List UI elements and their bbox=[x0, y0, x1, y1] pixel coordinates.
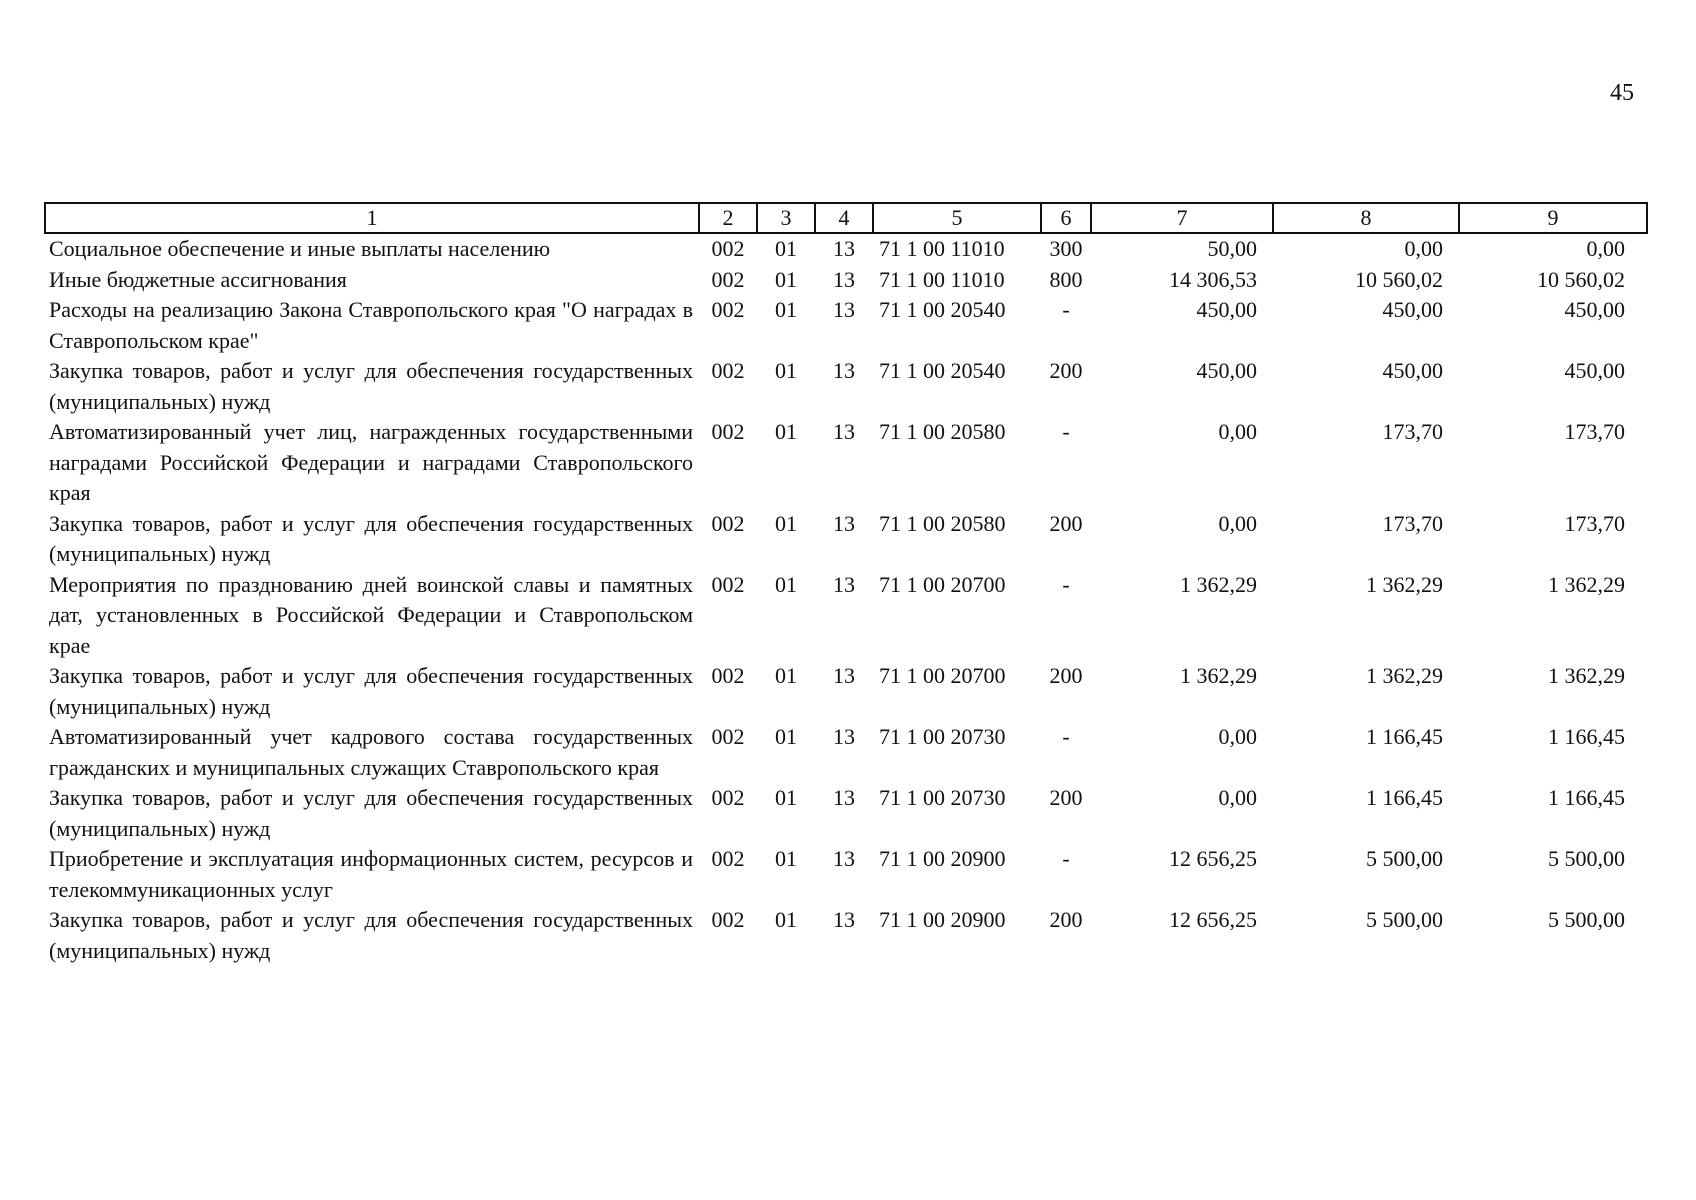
target-article-code: 71 1 00 20900 bbox=[879, 907, 1006, 932]
subsection-code: 13 bbox=[833, 571, 855, 597]
subsection-code: 13 bbox=[833, 907, 855, 932]
subsection-code: 13 bbox=[833, 358, 855, 383]
subsection-code: 13 bbox=[833, 785, 855, 810]
table-row bbox=[45, 295, 1647, 356]
amount-year-2: 450,00 bbox=[1382, 358, 1443, 383]
expense-type-code: 800 bbox=[1049, 266, 1083, 292]
expense-name: Закупка товаров, работ и услуг для обеспечения государственных (муниципальных) нужд bbox=[49, 663, 693, 719]
page-number: 45 bbox=[1610, 80, 1634, 106]
subsection-code: 13 bbox=[833, 297, 855, 322]
amount-year-3: 1 166,45 bbox=[1548, 785, 1625, 810]
expense-name: Закупка товаров, работ и услуг для обеспечения государственных (муниципальных) нужд bbox=[49, 358, 693, 414]
amount-year-2: 173,70 bbox=[1382, 510, 1443, 536]
subsection-code: 13 bbox=[833, 846, 855, 871]
section-code: 01 bbox=[775, 297, 797, 322]
amount-year-1: 1 362,29 bbox=[1180, 571, 1257, 597]
amount-year-2: 450,00 bbox=[1382, 297, 1443, 322]
subsection-code: 13 bbox=[833, 266, 855, 292]
expense-type-code: 300 bbox=[1049, 236, 1083, 261]
section-code: 01 bbox=[775, 510, 797, 536]
subsection-code: 13 bbox=[833, 663, 855, 688]
amount-year-1: 0,00 bbox=[1218, 419, 1257, 444]
amount-year-1: 1 362,29 bbox=[1180, 663, 1257, 688]
amount-year-1: 12 656,25 bbox=[1169, 846, 1257, 871]
amount-year-2: 1 166,45 bbox=[1366, 785, 1443, 810]
section-code: 01 bbox=[775, 846, 797, 871]
target-article-code: 71 1 00 20730 bbox=[879, 724, 1006, 749]
subsection-code: 13 bbox=[833, 236, 855, 261]
column-header-6: 6 bbox=[1041, 203, 1091, 233]
amount-year-3: 0,00 bbox=[1586, 236, 1625, 261]
amount-year-1: 50,00 bbox=[1207, 236, 1257, 261]
expense-type-code: - bbox=[1062, 846, 1070, 871]
table-header bbox=[45, 203, 1647, 233]
ministry-code: 002 bbox=[711, 571, 745, 597]
section-code: 01 bbox=[775, 724, 797, 749]
section-code: 01 bbox=[775, 907, 797, 932]
target-article-code: 71 1 00 20700 bbox=[879, 571, 1006, 597]
amount-year-2: 1 362,29 bbox=[1366, 663, 1443, 688]
expense-name: Иные бюджетные ассигнования bbox=[49, 266, 347, 292]
amount-year-1: 14 306,53 bbox=[1169, 266, 1257, 292]
section-code: 01 bbox=[775, 358, 797, 383]
section-code: 01 bbox=[775, 266, 797, 292]
expense-name: Закупка товаров, работ и услуг для обеспечения государственных (муниципальных) нужд bbox=[49, 907, 693, 963]
ministry-code: 002 bbox=[711, 846, 745, 871]
target-article-code: 71 1 00 20730 bbox=[879, 785, 1006, 810]
amount-year-2: 10 560,02 bbox=[1355, 266, 1443, 292]
expense-name: Социальное обеспечение и иные выплаты населению bbox=[49, 236, 551, 261]
amount-year-2: 1 362,29 bbox=[1366, 571, 1443, 597]
section-code: 01 bbox=[775, 663, 797, 688]
budget-table bbox=[44, 202, 1648, 966]
table-row bbox=[45, 570, 1647, 662]
column-header-1: 1 bbox=[45, 203, 699, 233]
column-header-2: 2 bbox=[699, 203, 757, 233]
ministry-code: 002 bbox=[711, 236, 745, 261]
ministry-code: 002 bbox=[711, 419, 745, 444]
expense-type-code: 200 bbox=[1049, 510, 1083, 536]
amount-year-1: 0,00 bbox=[1218, 785, 1257, 810]
table-row bbox=[45, 722, 1647, 783]
amount-year-3: 1 166,45 bbox=[1548, 724, 1625, 749]
amount-year-3: 1 362,29 bbox=[1548, 663, 1625, 688]
expense-type-code: 200 bbox=[1049, 907, 1083, 932]
target-article-code: 71 1 00 20700 bbox=[879, 663, 1006, 688]
target-article-code: 71 1 00 20540 bbox=[879, 358, 1006, 383]
section-code: 01 bbox=[775, 236, 797, 261]
amount-year-2: 0,00 bbox=[1404, 236, 1443, 261]
amount-year-1: 0,00 bbox=[1218, 724, 1257, 749]
table-row bbox=[45, 509, 1647, 570]
target-article-code: 71 1 00 11010 bbox=[879, 236, 1005, 261]
section-code: 01 bbox=[775, 785, 797, 810]
expense-name: Мероприятия по празднованию дней воинской славы и памятных дат, установленных в Российской Федерации и Ставропольском крае bbox=[49, 571, 693, 658]
amount-year-2: 1 166,45 bbox=[1366, 724, 1443, 749]
amount-year-3: 450,00 bbox=[1564, 297, 1625, 322]
amount-year-1: 12 656,25 bbox=[1169, 907, 1257, 932]
target-article-code: 71 1 00 11010 bbox=[879, 266, 1005, 292]
table-row bbox=[45, 661, 1647, 722]
amount-year-3: 173,70 bbox=[1564, 419, 1625, 444]
ministry-code: 002 bbox=[711, 724, 745, 749]
expense-type-code: 200 bbox=[1049, 358, 1083, 383]
expense-type-code: - bbox=[1062, 724, 1070, 749]
amount-year-3: 5 500,00 bbox=[1548, 907, 1625, 932]
table-body bbox=[45, 233, 1647, 966]
section-code: 01 bbox=[775, 419, 797, 444]
expense-name: Автоматизированный учет кадрового состава государственных гражданских и муниципальных служащих Ставропольского края bbox=[49, 724, 693, 780]
column-header-8: 8 bbox=[1273, 203, 1459, 233]
ministry-code: 002 bbox=[711, 358, 745, 383]
amount-year-3: 10 560,02 bbox=[1537, 266, 1625, 292]
target-article-code: 71 1 00 20580 bbox=[879, 419, 1006, 444]
subsection-code: 13 bbox=[833, 419, 855, 444]
amount-year-2: 5 500,00 bbox=[1366, 907, 1443, 932]
column-header-4: 4 bbox=[815, 203, 873, 233]
amount-year-1: 450,00 bbox=[1196, 297, 1257, 322]
expense-type-code: 200 bbox=[1049, 785, 1083, 810]
ministry-code: 002 bbox=[711, 297, 745, 322]
ministry-code: 002 bbox=[711, 510, 745, 536]
ministry-code: 002 bbox=[711, 663, 745, 688]
column-header-7: 7 bbox=[1091, 203, 1273, 233]
amount-year-3: 173,70 bbox=[1564, 510, 1625, 536]
expense-type-code: 200 bbox=[1049, 663, 1083, 688]
expense-type-code: - bbox=[1062, 419, 1070, 444]
table-row bbox=[45, 783, 1647, 844]
target-article-code: 71 1 00 20580 bbox=[879, 510, 1006, 536]
amount-year-3: 5 500,00 bbox=[1548, 846, 1625, 871]
expense-type-code: - bbox=[1062, 571, 1070, 597]
column-header-3: 3 bbox=[757, 203, 815, 233]
ministry-code: 002 bbox=[711, 266, 745, 292]
expense-name: Закупка товаров, работ и услуг для обеспечения государственных (муниципальных) нужд bbox=[49, 785, 693, 841]
amount-year-1: 0,00 bbox=[1218, 510, 1257, 536]
table-row bbox=[45, 844, 1647, 905]
header-row bbox=[45, 203, 1647, 233]
expense-type-code: - bbox=[1062, 297, 1070, 322]
amount-year-3: 1 362,29 bbox=[1548, 571, 1625, 597]
subsection-code: 13 bbox=[833, 510, 855, 536]
expense-name: Приобретение и эксплуатация информационных систем, ресурсов и телекоммуникационных услуг bbox=[49, 846, 693, 902]
subsection-code: 13 bbox=[833, 724, 855, 749]
table-row bbox=[45, 417, 1647, 509]
amount-year-2: 173,70 bbox=[1382, 419, 1443, 444]
amount-year-2: 5 500,00 bbox=[1366, 846, 1443, 871]
amount-year-3: 450,00 bbox=[1564, 358, 1625, 383]
ministry-code: 002 bbox=[711, 785, 745, 810]
table-row bbox=[45, 905, 1647, 966]
column-header-5: 5 bbox=[873, 203, 1041, 233]
column-header-9: 9 bbox=[1459, 203, 1647, 233]
section-code: 01 bbox=[775, 571, 797, 597]
expense-name: Расходы на реализацию Закона Ставропольского края "О наградах в Ставропольском крае" bbox=[49, 297, 693, 353]
table-row bbox=[45, 356, 1647, 417]
target-article-code: 71 1 00 20540 bbox=[879, 297, 1006, 322]
target-article-code: 71 1 00 20900 bbox=[879, 846, 1006, 871]
amount-year-1: 450,00 bbox=[1196, 358, 1257, 383]
table-row bbox=[45, 265, 1647, 296]
expense-name: Закупка товаров, работ и услуг для обеспечения государственных (муниципальных) нужд bbox=[49, 510, 693, 566]
expense-name: Автоматизированный учет лиц, награжденных государственными наградами Российской Федерации и наградами Ставропольского края bbox=[49, 419, 693, 505]
table-row bbox=[45, 233, 1647, 265]
ministry-code: 002 bbox=[711, 907, 745, 932]
